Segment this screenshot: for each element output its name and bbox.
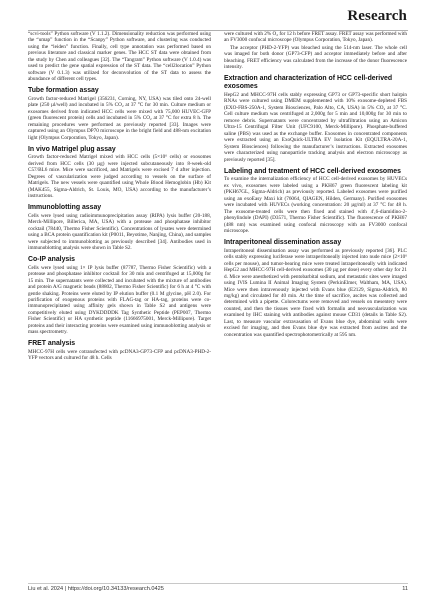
- right-column: [224, 31, 407, 339]
- paragraph-ib-0: Cells were lysed using radioimmunoprecipitation assay (RIPA) lysis buffer (20-188, Merck-Millipore, Billerica, MA, USA) with a protease and phosphatase inhibitor cocktail (78440, Thermo Fisher Scientific). Concentrations of lysates were determined using a BCA protein quantification kit (P0011, Beyotime, Nanjing, China), and samples were subjected to immunoblotting as previously described [34]. Antibodies used in immunoblotting analysis were shown in Table S2.: [28, 212, 211, 252]
- section-heading-ip: Intraperitoneal dissemination assay: [224, 239, 342, 247]
- paragraph-label-0: To examine the internalization efficiency of HCC cell-derived exosomes by HUVECs ex vivo, exosomes were labeled using a PKH67 green fluorescent labeling kit (PKH67GL, Sigma-Aldrich) as previously reported. Labeled exosomes were purified using an exoEasy Maxi kit (76064, QIAGEN, Hilden, Germany). Purified exosomes were incubated with HUVECs (working concentration: 20 µg/ml) at 37 °C for 48 h. The exosome-treated cells were then fixed and stained with 4′,6-diamidino-2-phenylindole (DAPI) (D3571, Thermo Fisher Scientific). The fluorescence of PKH67 (488 nm) was examined using confocal microscopy with an FV3000 confocal microscope.: [224, 176, 407, 235]
- paragraph-ip-0: Intraperitoneal dissemination assay was performed as previously reported [36]. PLC cells stably expressing luciferase were intraperitoneally injected into nude mice (2×10⁶ cells per mouse), and tumor-bearing mice were treated intraperitoneally with indicated HepG2 and MHCC-97H cell-derived exosomes (30 µg per dose) every other day for 21 d. Mice were anesthetized with pentobarbital sodium, and metastatic sites were imaged using IVIS Lumina II Animal Imaging System (PerkinElmer, Waltham, MA, USA). Mice were then intravenously injected with Evans blue (E2129, Sigma-Aldrich, 80 mg/kg) and circulated for 40 min. At the time of sacrifice, ascites was collected and determined with a pipette. Colorectums were removed and vessels on mesentery were counted, and then the tissues were fixed with formalin and neovascularization was examined by IHC staining with antibodies against mouse CD31 (details in Table S2). Last, to measure vascular extravasation of Evans blue dye, abdominal walls were excised for imaging, and then Evans blue dye was extracted from ascites and the concentration was quantified spectrophotometrically at 595 nm.: [224, 247, 407, 338]
- paragraph-exo-0: HepG2 and MHCC-97H cells stably expressing GP73 or GP73-specific short hairpin RNAs were cultured using DMEM supplemented with 10% exosome-depleted FBS (EXO-FBS-250A-1, System Biosciences, Palo Alto, CA, USA) in 5% CO₂ at 37 °C. Cell culture medium was centrifuged at 2,000g for 5 min and 10,000g for 30 min to remove debris. Supernatants were concentrated by ultrafiltration using an Amicon Ultra-15 Centrifugal Filter Unit (UFC9100, Merck-Millipore). Phosphate-buffered saline (PBS) was used as the exchange buffer. Exosomes in concentrated components were extracted using an ExoQuick-ULTRA EV Isolation Kit (EQULTRA-20A-1, System Biosciences) following the manufacturer’s instructions. Extracted exosomes were characterized using nanoparticle tracking analysis and electron microscopy as previously reported [35].: [224, 91, 407, 163]
- paragraph-coip-0: Cells were lysed using 1× IP lysis buffer (87787, Thermo Fisher Scientific) with a protease and phosphatase inhibitor cocktail for 30 min and centrifuged at 15,000g for 15 min. The supernatants were collected and incubated with the mixture of antibodies and protein A/G magnetic beads (88802, Thermo Fisher Scientific) for 6 h at 4 °C with gentle shaking. Proteins were eluted by IP elution buffer (0.1 M glycine, pH 2.0). For purification of exogenous proteins with FLAG-tag or HA-tag, proteins were co-immunoprecipitated using affinity gels shown in Table S2 and antigens were competitively eluted using DYKDDDDK Tag Synthetic Peptide (PEP007, Thermo Fisher Scientific) or HA synthetic peptide (11666975001, Merck-Millipore). Target proteins and their interacting proteins were examined using immunoblotting analysis or mass spectrometry.: [28, 264, 211, 336]
- footer-citation[interactable]: Liu et al. 2024 | https://doi.org/10.34133/research.0425: [28, 586, 164, 592]
- paragraph-tube-0: Growth factor-reduced Matrigel (356231, Corning, NY, USA) was tiled onto 24-well plate (250 µl/well) and incubated in 5% CO₂ at 37 °C for 30 min. Culture medium or exosomes derived from indicated HCC cells were mixed with 75,000 HUVEC-GFP (green fluorescent protein) cells and incubated in 5% CO₂ at 37 °C for extra 8 h. The remaining procedures were performed as previously reported [33]. Images were captured using an Olympus DP70 microscope in the bright field and 488-nm excitation light (Olympus Corporation, Tokyo, Japan).: [28, 95, 211, 141]
- section-heading-plug: In vivo Matrigel plug assay: [28, 145, 116, 153]
- section-heading-tube: Tube formation assay: [28, 87, 99, 95]
- section-heading-coip: Co-IP analysis: [28, 256, 75, 264]
- footer-rule: [28, 583, 408, 584]
- page-number: 11: [402, 586, 408, 592]
- section-heading-ib: Immunoblotting assay: [28, 204, 102, 212]
- section-heading-fret: FRET analysis: [28, 340, 76, 348]
- paragraph-fret2-1: The acceptor (PHD-2-YFP) was bleached using the 514-nm laser. The whole cell was imaged for both donor (GP73-CFP) and acceptor immediately before and after bleaching. FRET efficiency was calculated from the increase of the donor fluorescence intensity.: [224, 44, 407, 71]
- paragraph-plug-0: Growth factor-reduced Matrigel mixed with HCC cells (5×10⁶ cells) or exosomes derived from HCC cells (30 µg) were injected subcutaneously into 8-week-old C57/BL6 mice. Mice were sacrificed, and Matrigels were excised 7 d after injection. Degrees of vascularization were judged according to vessels on the surface of Matrigels. The new vessels were quantified using Whole Blood Hemoglobin (Hb) Kit (MAK455, Sigma-Aldrich, St. Louis, MO, USA) according to the manufacturer’s instructions.: [28, 154, 211, 200]
- paragraph-intro-0: “scvi-tools” Python software (V 1.1.2). Dimensionality reduction was performed using the “umap” function in the “Scanpy” Python software, and clustering was conducted using the “leiden” function. Finally, cell type annotation was performed based on previous literature and classical marker genes. The HCC ST data were obtained from the study by Chen and colleagues [32]. The “Tangram” Python software (V 1.0.4) was used to predict the gene spatial expression of the ST data. The “cell2location” Python software (V 0.1.3) was utilized for deconvolution of the ST data to assess the abundance of different cell types.: [28, 31, 211, 83]
- section-heading-exo: Extraction and characterization of HCC cell-derived exosomes: [224, 75, 393, 91]
- section-heading-label: Labeling and treatment of HCC cell-derived exosomes: [224, 167, 401, 175]
- left-column: [28, 31, 211, 363]
- paragraph-fret2-0: were cultured with 2% O₂ for 12 h before FRET assay. FRET assay was performed with an FV3000 confocal microscope (Olympus Corporation, Tokyo, Japan).: [224, 31, 407, 44]
- paragraph-fret-0: MHCC-97H cells were cotransfected with pcDNA3-GP73-CFP and pcDNA3-PHD-2-YFP vectors and cultured for 48 h. Cells: [28, 348, 211, 362]
- journal-name: Research: [347, 8, 407, 24]
